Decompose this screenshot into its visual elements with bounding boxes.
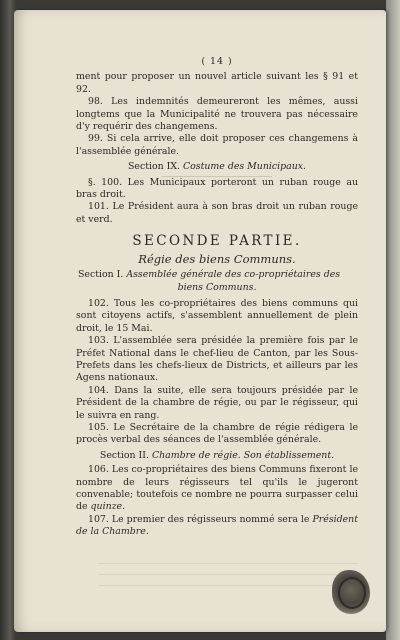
section-label: Section IX. xyxy=(127,161,180,173)
paragraph: 103. L'assemblée sera présidée la première fois par le Préfet National dans le chef-lieu de Canton, par les Sous-Prefets dans les chefs-lieux de Districts, et ailleurs par les Agens nationaux. xyxy=(76,335,358,384)
section-heading xyxy=(76,269,358,294)
part-subtitle: Régie des biens Communs. xyxy=(138,251,296,266)
facing-page-edge xyxy=(386,0,400,640)
paragraph xyxy=(76,514,358,539)
section-label: Section II. xyxy=(99,449,149,461)
paragraph: 104. Dans la suite, elle sera toujours présidée par le Président de la chambre de régie, ou par le régisseur, qui le suivra en rang. xyxy=(76,384,358,421)
emphasis-text: quinze xyxy=(90,501,123,513)
section-title-continued: biens Communs. xyxy=(177,281,257,293)
section-heading xyxy=(76,161,358,173)
paragraph: 99. Si cela arrive, elle doit proposer ces changemens à l'assemblée générale. xyxy=(76,133,358,157)
paragraph-text: 107. Le premier des régisseurs nommé sera le xyxy=(88,513,310,525)
emphasis-text: Président de la Chambre xyxy=(76,513,358,538)
section-title: Assemblée générale des co-propriétaires des xyxy=(126,269,341,281)
paragraph: 105. Le Secrétaire de la chambre de régie rédigera le procès verbal des séances de l'assemblée générale. xyxy=(76,421,358,446)
paragraph: §. 100. Les Municipaux porteront un ruban rouge au bras droit. xyxy=(76,176,358,201)
paragraph: 98. Les indemnités demeureront les mêmes, aussi longtems que la Municipalité ne trouvera pas nécessaire d'y requérir des changemens. xyxy=(76,96,358,133)
paragraph: ment pour proposer un nouvel article suivant les § 91 et 92. xyxy=(76,71,358,95)
paragraph-end: . xyxy=(145,526,149,538)
ink-stamp-mark xyxy=(332,570,370,614)
part-title: SECONDE PARTIE. xyxy=(132,233,302,250)
section-title: Costume des Municipaux. xyxy=(182,161,306,173)
section-label: Section I. xyxy=(78,269,124,281)
bleed-through-text xyxy=(98,556,358,596)
paragraph xyxy=(76,464,358,514)
paragraph-text: 106. Les co-propriétaires des biens Communs fixeront le nombre de leurs régisseurs tel qu'ils le jugeront convenable; toutefois ce nombre ne pourra surpasser celui de xyxy=(76,464,358,513)
paragraph-end: . xyxy=(122,501,126,513)
section-title: Chambre de régie. Son établissement. xyxy=(151,449,335,461)
page-text xyxy=(76,56,358,539)
paragraph: 101. Le Président aura à son bras droit un ruban rouge et verd. xyxy=(76,201,358,225)
paragraph: 102. Tous les co-propriétaires des biens communs qui sont citoyens actifs, s'assemblent annuellement de plein droit, le 15 Mai. xyxy=(76,297,358,334)
stamp-ring xyxy=(338,577,366,609)
section-heading xyxy=(76,450,358,462)
page-number: ( 14 ) xyxy=(201,56,233,67)
